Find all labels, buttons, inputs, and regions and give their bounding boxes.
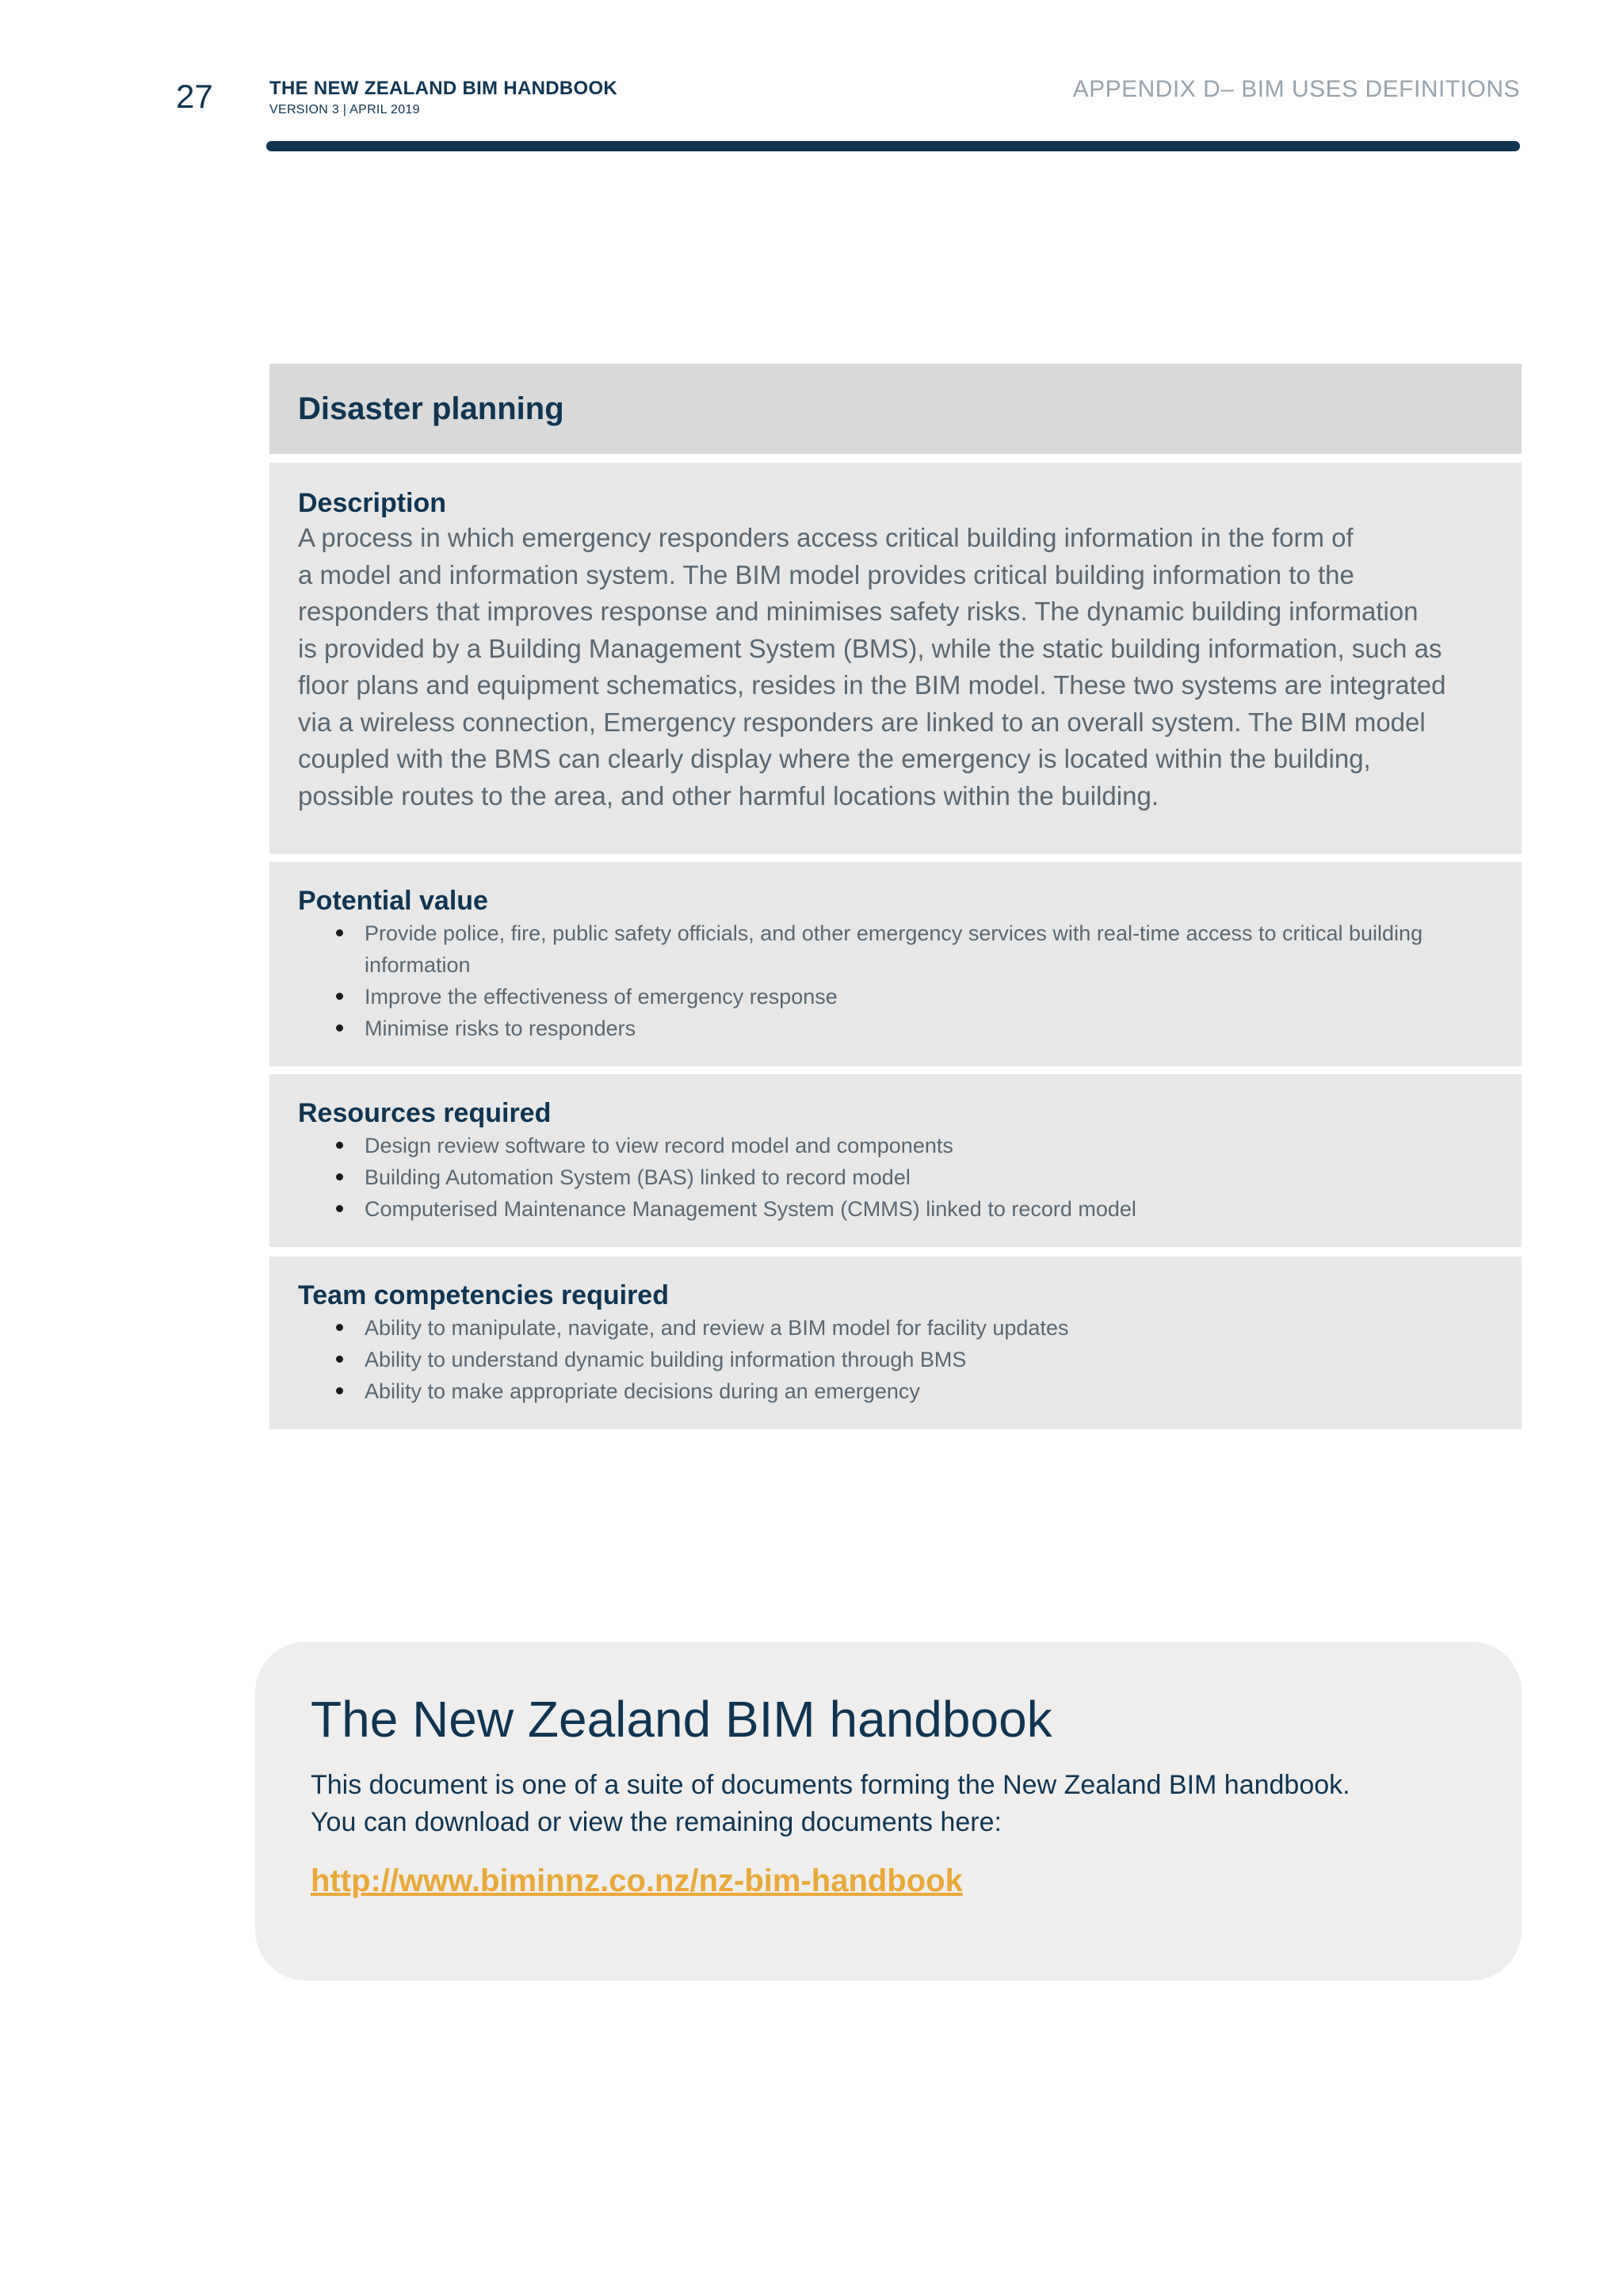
handbook-card-text	[311, 1767, 1466, 1841]
list-item: Ability to make appropriate decisions during an emergency	[336, 1375, 1493, 1407]
description-panel	[269, 463, 1522, 854]
handbook-card-title: The New Zealand BIM handbook	[311, 1691, 1052, 1748]
description-line: is provided by a Building Management System (BMS), while the static building information, such as	[298, 633, 1442, 663]
description-line: floor plans and equipment schematics, resides in the BIM model. These two systems are integrated	[298, 670, 1446, 700]
team-competencies-heading: Team competencies required	[298, 1280, 669, 1310]
team-competencies-list	[298, 1312, 1493, 1407]
resources-list	[298, 1130, 1493, 1225]
description-line: a model and information system. The BIM model provides critical building information to the	[298, 559, 1354, 589]
description-line: via a wireless connection, Emergency responders are linked to an overall system. The BIM model	[298, 707, 1426, 737]
document-title: THE NEW ZEALAND BIM HANDBOOK	[269, 78, 618, 99]
list-item: Ability to understand dynamic building information through BMS	[336, 1344, 1493, 1375]
team-competencies-panel	[269, 1257, 1522, 1429]
list-item: Minimise risks to responders	[336, 1013, 1493, 1044]
list-item: Improve the effectiveness of emergency response	[336, 981, 1493, 1013]
list-item: Ability to manipulate, navigate, and review a BIM model for facility updates	[336, 1312, 1493, 1344]
header-divider	[266, 141, 1520, 151]
potential-value-list	[298, 917, 1493, 1044]
resources-panel	[269, 1074, 1522, 1247]
handbook-card-line: You can download or view the remaining documents here:	[311, 1807, 1002, 1837]
page-number: 27	[176, 78, 213, 115]
list-item: Building Automation System (BAS) linked to record model	[336, 1161, 1493, 1193]
description-line: responders that improves response and minimises safety risks. The dynamic building information	[298, 597, 1419, 626]
section-title: Disaster planning	[298, 391, 564, 426]
potential-value-heading: Potential value	[298, 886, 488, 916]
description-line: possible routes to the area, and other harmful locations within the building.	[298, 780, 1159, 810]
appendix-title: APPENDIX D– BIM USES DEFINITIONS	[1072, 76, 1520, 102]
potential-value-panel	[269, 862, 1522, 1066]
resources-heading: Resources required	[298, 1098, 552, 1128]
description-line: A process in which emergency responders access critical building information in the form of	[298, 523, 1354, 552]
section-title-bar	[269, 364, 1522, 454]
list-item: Design review software to view record model and components	[336, 1130, 1493, 1161]
description-line: coupled with the BMS can clearly display where the emergency is located within the building,	[298, 744, 1371, 773]
list-item: Provide police, fire, public safety officials, and other emergency services with real-time access to critical building information	[336, 917, 1493, 981]
list-item: Computerised Maintenance Management System (CMMS) linked to record model	[336, 1193, 1493, 1225]
description-text	[298, 520, 1493, 814]
description-heading: Description	[298, 488, 447, 518]
handbook-card-line: This document is one of a suite of documents forming the New Zealand BIM handbook.	[311, 1770, 1350, 1800]
document-version: VERSION 3 | APRIL 2019	[269, 103, 420, 116]
handbook-download-link[interactable]: http://www.biminnz.co.nz/nz-bim-handbook	[311, 1863, 963, 1898]
handbook-info-card	[255, 1642, 1522, 1981]
